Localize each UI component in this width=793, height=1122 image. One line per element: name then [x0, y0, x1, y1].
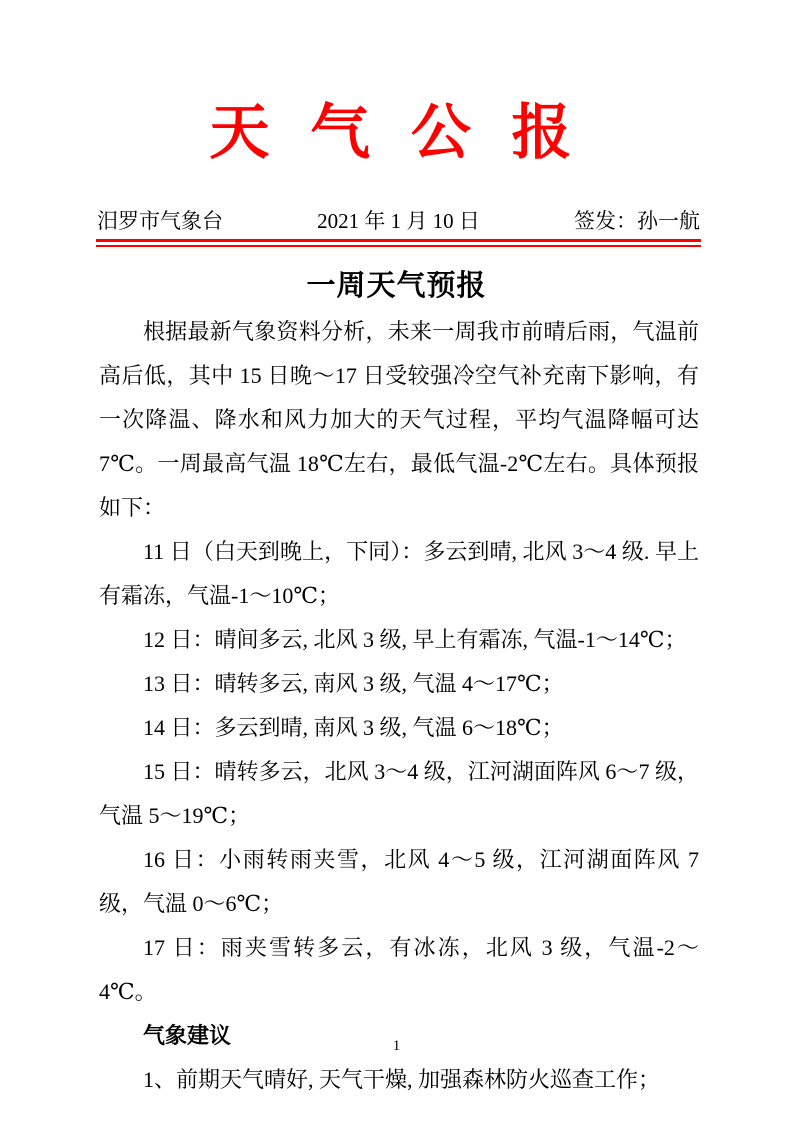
advice-item-1: 1、前期天气晴好, 天气干燥, 加强森林防火巡查工作；: [143, 1067, 661, 1092]
section-title-weekly-forecast: 一周天气预报: [306, 270, 487, 302]
issue-date: 2021 年 1 月 10 日: [317, 209, 480, 233]
intro-paragraph: 根据最新气象资料分析，未来一周我市前晴后雨，气温前高后低，其中 15 日晚～17 日受较强冷空气补充南下影响，有一次降温、降水和风力加大的天气过程，平均气温降幅可达 7℃。一周最高气温 18℃左右，最低气温-2℃左右。具体预报如下：: [99, 319, 699, 520]
signer-name: 签发：孙一航: [574, 209, 700, 233]
document-body: [99, 310, 699, 1102]
page-number: 1: [392, 1038, 401, 1054]
header-divider-rule: [96, 239, 701, 247]
forecast-day-14: 14 日：多云到晴, 南风 3 级, 气温 6～18℃；: [143, 715, 564, 740]
forecast-day-17: 17 日：雨夹雪转多云，有冰冻，北风 3 级，气温-2～4℃。: [99, 935, 699, 1004]
divider-thin-line: [96, 245, 701, 247]
document-header-row: [97, 207, 700, 235]
forecast-day-13: 13 日：晴转多云, 南风 3 级, 气温 4～17℃；: [143, 671, 564, 696]
forecast-day-11: 11 日（白天到晚上，下同）：多云到晴, 北风 3～4 级. 早上有霜冻，气温-1～10℃；: [99, 539, 699, 608]
forecast-day-12: 12 日：晴间多云, 北风 3 级, 早上有霜冻, 气温-1～14℃；: [143, 627, 687, 652]
forecast-day-16: 16 日：小雨转雨夹雪，北风 4～5 级，江河湖面阵风 7 级，气温 0～6℃；: [99, 847, 699, 916]
forecast-day-15: 15 日：晴转多云，北风 3～4 级，江河湖面阵风 6～7 级，气温 5～19℃；: [99, 759, 699, 828]
advice-section-title: 气象建议: [143, 1023, 232, 1048]
issuer-name: 汨罗市气象台: [97, 209, 223, 233]
document-title: 天 气 公 报: [209, 99, 584, 166]
